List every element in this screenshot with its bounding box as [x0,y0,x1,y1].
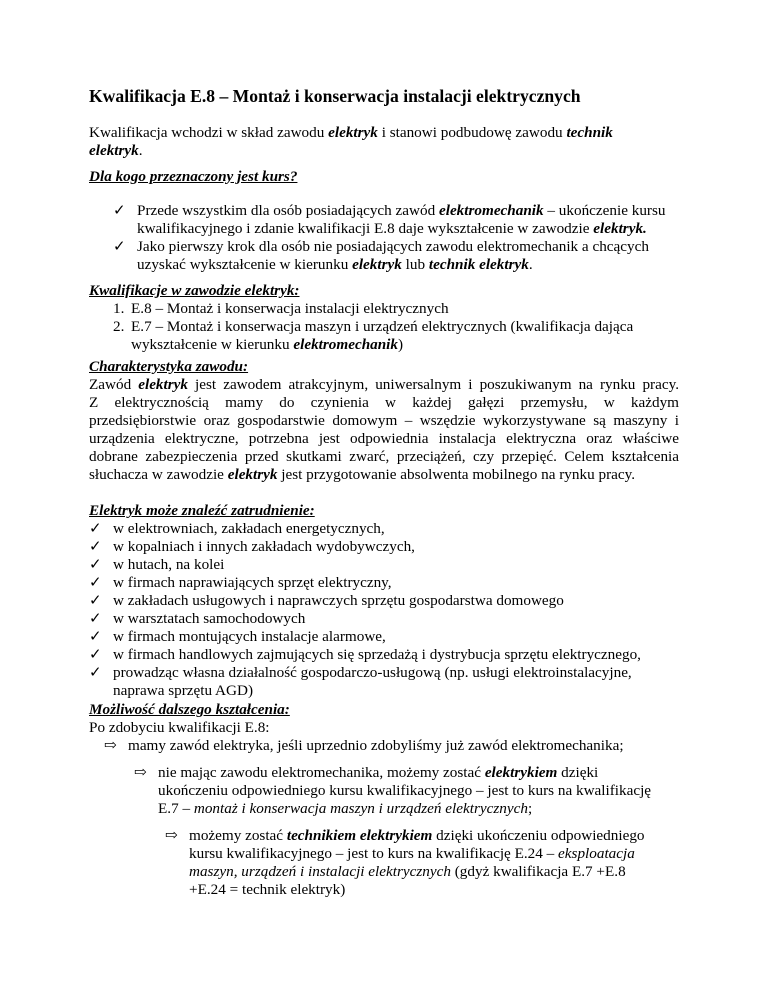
list-item [89,628,689,646]
section-heading-profile: Charakterystyka zawodu: [89,358,249,375]
list-item [89,538,689,556]
section-heading-further-education: Możliwość dalszego kształcenia: [89,701,290,718]
check-icon: ✓ [89,538,102,555]
item-text: Jako pierwszy krok dla osób nie posiadających zawodu elektromechanik a chcących [137,238,649,255]
item-text: w elektrowniach, zakładach energetycznych, [113,520,385,537]
item-text: . [528,256,533,273]
item-text: w zakładach usługowych i naprawczych sprzętu gospodarstwa domowego [113,592,564,609]
further-item-2 [134,764,714,818]
arrow-right-icon: ⇨ [104,737,117,754]
page-title: Kwalifikacja E.8 – Montaż i konserwacja instalacji elektrycznych [89,86,581,106]
list-item [89,592,689,610]
item-text: prowadząc własna działalność gospodarczo-usługową (np. usługi elektroinstalacyjne, [113,664,632,681]
item-text: naprawa sprzętu AGD) [113,682,254,699]
profile-text: urządzenia elektryczne, potrzebna jest odpowiednia instalacja elektryczna oraz właściwe [89,430,679,447]
profile-bold: elektryk [138,376,188,393]
profile-text: Zawód [89,376,139,393]
item-bold: elektromechanik [293,336,398,353]
list-item [89,574,689,592]
profile-text: przedsiębiorstwie oraz gospodarstwie domowym – wszędzie wykorzystywane są maszyny i [89,412,679,429]
check-icon: ✓ [89,574,102,591]
item-text: w warsztatach samochodowych [113,610,306,627]
item-text: ; [527,800,533,817]
item-italic: montaż i konserwacja maszyn i urządzeń elektrycznych [193,800,528,817]
item-text: w firmach montujących instalacje alarmowe, [113,628,386,645]
check-icon: ✓ [89,646,102,663]
further-lead: Po zdobyciu kwalifikacji E.8: [89,719,270,736]
profile-text: dobrane zabezpieczenia przed skutkami zwarć, przeciążeń, czy przepięć. Celem kształcenia [89,448,679,465]
item-text: mamy zawód elektryka, jeśli uprzednio zdobyliśmy już zawód elektromechanika; [128,737,624,754]
intro-bold: elektryk [89,142,139,159]
item-text-block [158,764,714,818]
further-item-3 [165,827,725,899]
item-text: w hutach, na kolei [113,556,225,573]
list-number: 2. [113,318,125,335]
item-bold: elektromechanik [438,202,544,219]
list-item [137,202,689,238]
item-text: +E.24 = technik elektryk) [189,881,346,898]
list-item [89,556,689,574]
item-text: możemy zostać [189,827,287,844]
item-bold: elektryk [352,256,402,273]
intro-text: . [138,142,143,159]
intro-text: Kwalifikacja wchodzi w skład zawodu [89,124,329,141]
item-bold: technikiem elektrykiem [286,827,433,844]
item-text: ) [398,336,404,353]
item-text: wykształcenie w kierunku [131,336,294,353]
item-text: dzięki ukończeniu odpowiedniego [432,827,645,844]
item-text: w kopalniach i innych zakładach wydobywczych, [113,538,415,555]
item-text: lub [401,256,429,273]
profile-text: Z elektrycznością mamy do czynienia w każdej gałęzi przemysłu, w każdym [89,394,679,411]
item-text: kwalifikacyjnego i zdanie kwalifikacji E.8 daje wykształcenie w zawodzie [137,220,594,237]
list-item [131,318,689,354]
item-text: nie mając zawodu elektromechanika, możemy zostać [158,764,485,781]
item-text: uzyskać wykształcenie w kierunku [137,256,353,273]
list-item [89,520,689,538]
item-text-block [189,827,725,899]
item-bold: elektryk. [593,220,647,237]
item-text: Przede wszystkim dla osób posiadających zawód [137,202,439,219]
profile-bold: elektryk [227,466,278,483]
jobs-list [89,520,689,700]
list-item [89,664,689,700]
list-item: E.8 – Montaż i konserwacja instalacji elektrycznych [131,300,449,317]
check-icon: ✓ [113,202,126,219]
item-bold: technik elektryk [428,256,529,273]
item-text: E.7 – [158,800,194,817]
check-icon: ✓ [89,520,102,537]
check-icon: ✓ [89,628,102,645]
list-item [89,646,689,664]
intro-paragraph [89,124,679,160]
arrow-right-icon: ⇨ [165,827,178,844]
item-text: (gdyż kwalifikacja E.7 +E.8 [450,863,626,880]
item-text: – ukończenie kursu [543,202,666,219]
item-text: dzięki [557,764,599,781]
item-text: E.7 – Montaż i konserwacja maszyn i urządzeń elektrycznych (kwalifikacja dająca [131,318,634,335]
list-item [89,610,689,628]
list-number: 1. [113,300,125,317]
arrow-right-icon: ⇨ [134,764,147,781]
item-text: w firmach naprawiających sprzęt elektryczny, [113,574,392,591]
list-item [137,238,689,274]
profile-paragraph [89,376,679,484]
for-whom-list [89,202,689,274]
intro-text: i stanowi podbudowę zawodu [377,124,567,141]
item-italic: eksploatacja [558,845,635,862]
item-text: w firmach handlowych zajmujących się sprzedażą i dystrybucja sprzętu elektrycznego, [113,646,641,663]
section-heading-qualifications: Kwalifikacje w zawodzie elektryk: [89,282,300,299]
intro-bold: technik [566,124,613,141]
item-text: ukończeniu odpowiedniego kursu kwalifikacyjnego – jest to kurs na kwalifikację [158,782,652,799]
check-icon: ✓ [89,664,102,681]
further-item-1 [104,737,704,755]
profile-text: jest przygotowanie absolwenta mobilnego na rynku pracy. [277,466,636,483]
section-heading-jobs: Elektryk może znaleźć zatrudnienie: [89,502,315,519]
check-icon: ✓ [89,556,102,573]
item-text: kursu kwalifikacyjnego – jest to kurs na kwalifikację E.24 – [189,845,559,862]
item-bold: elektrykiem [484,764,558,781]
item-italic: maszyn, urządzeń i instalacji elektrycznych [189,863,451,880]
check-icon: ✓ [113,238,126,255]
profile-text: jest zawodem atrakcyjnym, uniwersalnym i poszukiwanym na rynku pracy. [188,376,679,393]
intro-bold: elektryk [328,124,378,141]
profile-text: słuchacza w zawodzie [89,466,228,483]
check-icon: ✓ [89,592,102,609]
qualifications-list [89,300,689,354]
section-heading-for-whom: Dla kogo przeznaczony jest kurs? [89,168,298,185]
check-icon: ✓ [89,610,102,627]
